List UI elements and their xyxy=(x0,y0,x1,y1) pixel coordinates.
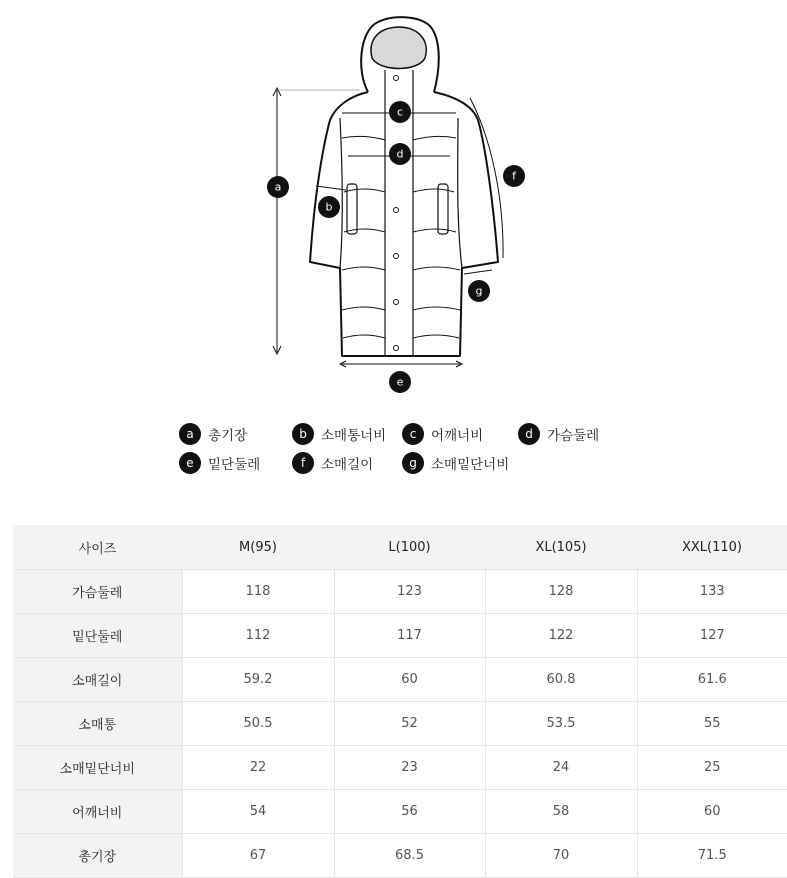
table-cell: 61.6 xyxy=(637,658,787,702)
legend-item xyxy=(402,452,509,474)
label-e-marker xyxy=(389,371,411,393)
label-g-marker xyxy=(468,280,490,302)
table-cell: 56 xyxy=(334,790,485,834)
legend-letter: e xyxy=(179,452,201,474)
table-cell: 22 xyxy=(182,746,334,790)
label-d: d xyxy=(396,147,404,161)
legend-label: 소매통너비 xyxy=(321,428,387,444)
table-cell: 55 xyxy=(637,702,787,746)
header-cell: 사이즈 xyxy=(13,525,182,570)
table-cell: 122 xyxy=(485,614,637,658)
legend-label: 총기장 xyxy=(208,428,248,444)
table-cell: 59.2 xyxy=(182,658,334,702)
label-f-marker xyxy=(503,165,525,187)
header-cell: L(100) xyxy=(334,525,485,570)
row-label: 소매밑단너비 xyxy=(13,746,182,790)
legend-letter: f xyxy=(292,452,314,474)
legend-item xyxy=(518,423,599,445)
table-cell: 133 xyxy=(637,570,787,614)
label-f: f xyxy=(512,169,516,183)
legend-label: 밑단둘레 xyxy=(208,457,261,473)
table-cell: 123 xyxy=(334,570,485,614)
legend-letter: d xyxy=(518,423,540,445)
legend-letter: c xyxy=(402,423,424,445)
label-c: c xyxy=(396,105,404,119)
header-cell: M(95) xyxy=(182,525,334,570)
header-cell: XL(105) xyxy=(485,525,637,570)
table-row xyxy=(13,746,787,790)
table-cell: 60 xyxy=(637,790,787,834)
table-cell: 53.5 xyxy=(485,702,637,746)
legend-letter: g xyxy=(402,452,424,474)
label-a-marker xyxy=(267,176,289,198)
table-row xyxy=(13,790,787,834)
row-label: 총기장 xyxy=(13,834,182,878)
measurement-legend xyxy=(0,420,787,480)
table-row xyxy=(13,658,787,702)
legend-item xyxy=(402,423,483,445)
row-label: 가슴둘레 xyxy=(13,570,182,614)
legend-label: 어깨너비 xyxy=(431,428,484,444)
table-cell: 127 xyxy=(637,614,787,658)
table-row xyxy=(13,702,787,746)
table-cell: 67 xyxy=(182,834,334,878)
label-g: g xyxy=(475,284,483,298)
jacket-measurement-diagram xyxy=(0,0,787,400)
table-header-row xyxy=(13,525,787,570)
row-label: 어깨너비 xyxy=(13,790,182,834)
label-c-marker xyxy=(389,101,411,123)
table-cell: 70 xyxy=(485,834,637,878)
table-cell: 50.5 xyxy=(182,702,334,746)
header-cell: XXL(110) xyxy=(637,525,787,570)
table-cell: 60 xyxy=(334,658,485,702)
label-b: b xyxy=(325,200,333,214)
table-cell: 128 xyxy=(485,570,637,614)
table-cell: 117 xyxy=(334,614,485,658)
row-label: 소매길이 xyxy=(13,658,182,702)
legend-label: 소매밑단너비 xyxy=(431,457,510,473)
table-cell: 112 xyxy=(182,614,334,658)
table-cell: 25 xyxy=(637,746,787,790)
row-label: 소매통 xyxy=(13,702,182,746)
table-cell: 58 xyxy=(485,790,637,834)
legend-item xyxy=(179,423,247,445)
legend-letter: a xyxy=(179,423,201,445)
legend-letter: b xyxy=(292,423,314,445)
table-row xyxy=(13,614,787,658)
table-row xyxy=(13,570,787,614)
legend-item xyxy=(292,423,386,445)
table-cell: 23 xyxy=(334,746,485,790)
table-cell: 54 xyxy=(182,790,334,834)
table-cell: 118 xyxy=(182,570,334,614)
row-label: 밑단둘레 xyxy=(13,614,182,658)
table-cell: 71.5 xyxy=(637,834,787,878)
table-cell: 24 xyxy=(485,746,637,790)
label-a: a xyxy=(274,180,282,194)
table-cell: 68.5 xyxy=(334,834,485,878)
legend-label: 소매길이 xyxy=(321,457,374,473)
table-row xyxy=(13,834,787,878)
jacket-illustration xyxy=(310,17,498,356)
size-chart-table xyxy=(13,525,787,878)
label-d-marker xyxy=(389,143,411,165)
table-cell: 60.8 xyxy=(485,658,637,702)
legend-item xyxy=(292,452,373,474)
legend-label: 가슴둘레 xyxy=(547,428,600,444)
label-b-marker xyxy=(318,196,340,218)
legend-item xyxy=(179,452,260,474)
table-cell: 52 xyxy=(334,702,485,746)
label-e: e xyxy=(396,375,404,389)
